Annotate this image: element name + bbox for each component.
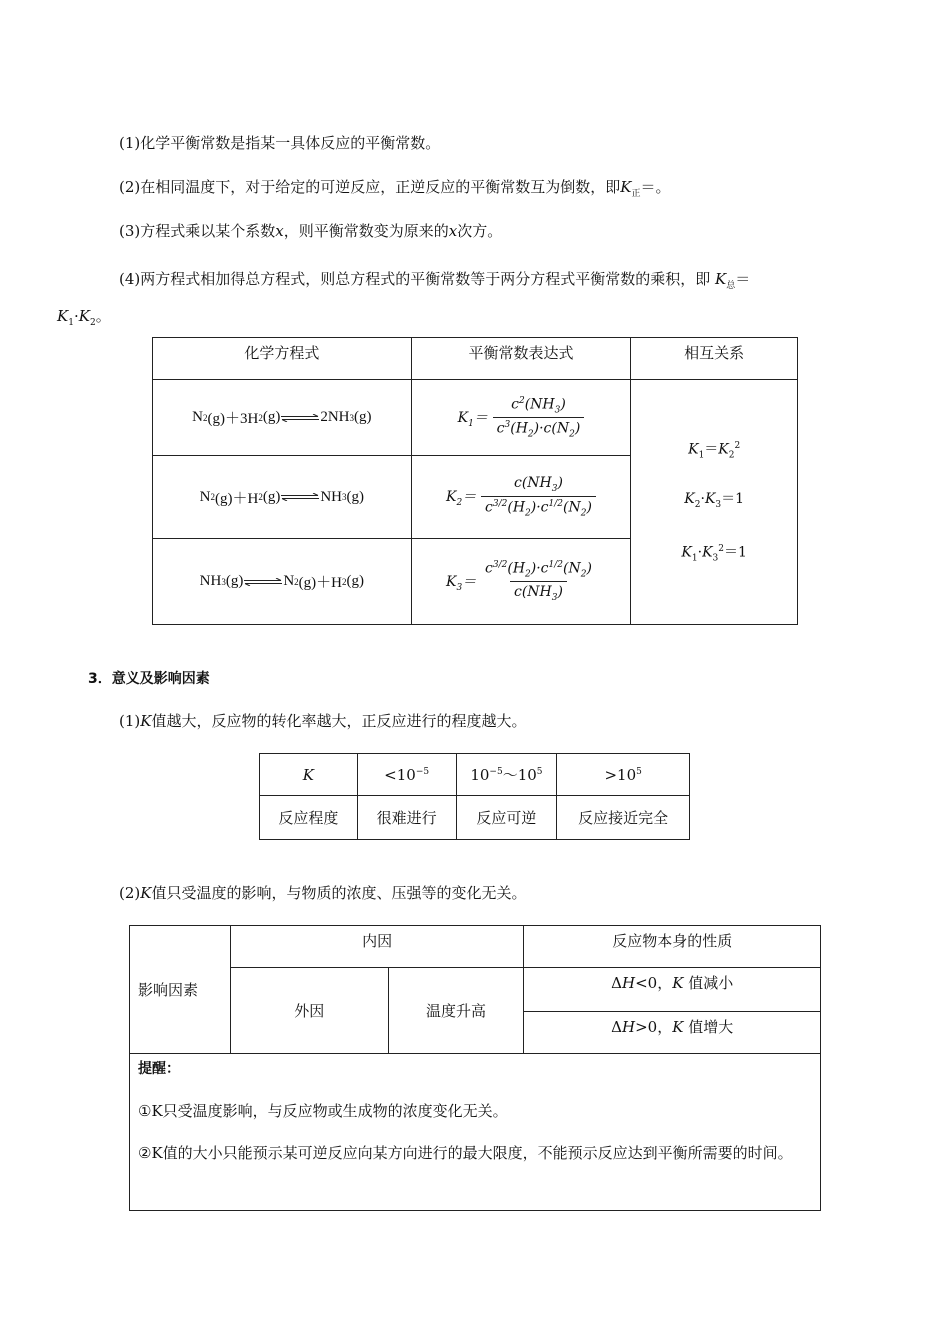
paragraph-2: (2)在相同温度下，对于给定的可逆反应，正逆反应的平衡常数互为倒数，即$K_正=$。 xyxy=(119,178,671,199)
section-heading-3: 3．意义及影响因素 xyxy=(88,671,210,687)
paragraph-4-text: (4)两方程式相加得总方程式，则总方程式的平衡常数等于两分方程式平衡常数的乘积，即 xyxy=(119,270,711,288)
equation-2: N 2 (g)＋H 2 (g) NH 3 (g) xyxy=(153,456,412,539)
tip-title: 提醒： xyxy=(138,1061,180,1077)
header-equation: 化学方程式 xyxy=(153,338,412,380)
factor-label: 影响因素 xyxy=(130,926,231,1054)
paragraph-5: (1)K值越大，反应物的转化率越大，正反应进行的程度越大。 xyxy=(119,712,527,730)
reversible-arrow-icon xyxy=(281,493,319,501)
expression-3: $K_3=$ $\frac{c^{3/2}(H_2)\cdot c^{1/2}(N_2)}{c(NH_3)}$ xyxy=(411,539,631,625)
degree-low: 很难进行 xyxy=(357,796,456,840)
equilibrium-constant-table xyxy=(152,337,798,625)
paragraph-6: (2)K值只受温度的影响，与物质的浓度、压强等的变化无关。 xyxy=(119,884,527,902)
paragraph-3-c: 次方。 xyxy=(457,222,503,240)
reversible-arrow-icon xyxy=(244,578,282,586)
influencing-factors-table xyxy=(129,925,821,1211)
degree-header: 反应程度 xyxy=(260,796,358,840)
tip-box xyxy=(130,1054,821,1211)
paragraph-2-text: (2)在相同温度下，对于给定的可逆反应，正逆反应的平衡常数互为倒数，即 xyxy=(119,178,621,196)
temperature-rise: 温度升高 xyxy=(388,968,524,1054)
expression-2: $K_2=$ $\frac{c(NH_3)}{c^{3/2}(H_2)\cdot c^{1/2}(N_2)}$ xyxy=(411,456,631,539)
degree-high: 反应接近完全 xyxy=(557,796,690,840)
paragraph-4: (4)两方程式相加得总方程式，则总方程式的平衡常数等于两分方程式平衡常数的乘积，即 $K_总=$ $K_1\cdot K_2$。 xyxy=(57,270,751,328)
k-total-sub: 总 xyxy=(726,281,736,291)
k-range-mid: $10^{-5}\sim 10^5$ xyxy=(456,754,557,796)
k-forward-sub: 正 xyxy=(631,189,641,199)
equation-1: N 2 (g)＋3H 2 (g) 2NH 3 (g) xyxy=(153,380,412,456)
paragraph-1: (1)化学平衡常数是指某一具体反应的平衡常数。 xyxy=(119,134,441,152)
paragraph-5-text: 值越大，反应物的转化率越大，正反应进行的程度越大。 xyxy=(151,712,527,730)
expression-1: $K_1=$ $\frac{c^2(NH_3)}{c^3(H_2)\cdot c(N_2)}$ xyxy=(411,380,631,456)
var-x-1: x xyxy=(275,222,284,240)
paragraph-3-b: ，则平衡常数变为原来的 xyxy=(283,222,449,240)
paragraph-3 xyxy=(119,220,864,242)
reversible-arrow-icon xyxy=(281,414,319,422)
paragraph-3-a: (3)方程式乘以某个系数 xyxy=(119,222,276,240)
degree-mid: 反应可逆 xyxy=(456,796,557,840)
dh-negative: ΔH<0，K 值减小 xyxy=(524,968,821,1012)
var-x-2: x xyxy=(448,222,458,240)
relations-cell: $K_1=K_2^2$ $K_2\cdot K_3=1$ $K_1\cdot K_3^2=1$ xyxy=(631,380,798,625)
k-range-low: $<10^{-5}$ xyxy=(357,754,456,796)
k-header: K xyxy=(260,754,358,796)
inner-cause: 内因 xyxy=(230,926,524,968)
dh-positive: ΔH>0，K 值增大 xyxy=(524,1012,821,1054)
paragraph-2-tail: ＝。 xyxy=(640,178,671,196)
outer-cause: 外因 xyxy=(230,968,388,1054)
header-relation: 相互关系 xyxy=(631,338,798,380)
paragraph-6-text: 值只受温度的影响，与物质的浓度、压强等的变化无关。 xyxy=(151,884,527,902)
k-value-table xyxy=(259,753,690,840)
k-range-high: $>10^5$ xyxy=(557,754,690,796)
tip-1: ①K只受温度影响，与反应物或生成物的浓度变化无关。 xyxy=(138,1102,508,1120)
tip-2: ②K值的大小只能预示某可逆反应向某方向进行的最大限度，不能预示反应达到平衡所需要的时间。 xyxy=(138,1144,793,1162)
equation-3: NH 3 (g) N 2 (g)＋H 2 (g) xyxy=(153,539,412,625)
inner-cause-desc: 反应物本身的性质 xyxy=(524,926,821,968)
header-expression: 平衡常数表达式 xyxy=(411,338,631,380)
